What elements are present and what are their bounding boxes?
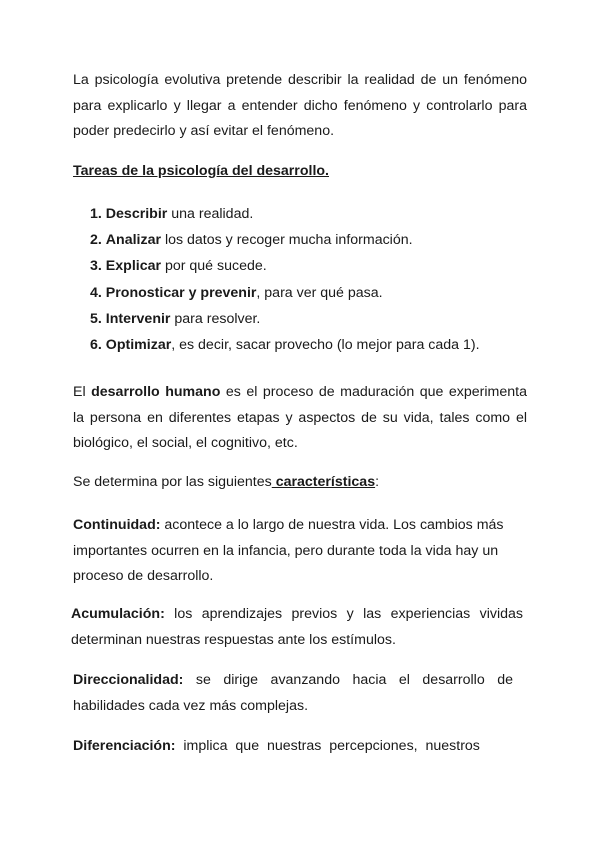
task-term: Explicar bbox=[105, 258, 162, 275]
characteristic-term: Acumulación: bbox=[71, 606, 165, 622]
text-span: : bbox=[375, 474, 380, 490]
tasks-list bbox=[90, 201, 530, 358]
task-term: Describir bbox=[105, 206, 168, 222]
characteristic-term: Direccionalidad: bbox=[73, 672, 184, 688]
characteristic-acumulacion bbox=[71, 602, 523, 653]
intro-paragraph: La psicología evolutiva pretende describir la realidad de un fenómeno para explicarlo y llegar a entender dicho fenómeno y controlarlo para poder predecirlo y así evitar el fenómeno. bbox=[73, 72, 527, 139]
characteristic-text: se dirige avanzando hacia el desarrollo de habilidades cada vez más complejas. bbox=[73, 672, 513, 714]
task-term: Pronosticar y prevenir bbox=[105, 284, 257, 301]
characteristic-text: acontece a lo largo de nuestra vida. Los cambios más importantes ocurren en la infancia, pero durante toda la vida hay un proceso de desarrollo. bbox=[73, 517, 504, 584]
characteristic-continuidad bbox=[73, 513, 527, 590]
task-text: los datos y recoger mucha información. bbox=[161, 232, 413, 249]
task-text: , es decir, sacar provecho (lo mejor para cada 1). bbox=[171, 336, 480, 353]
text-span: Se determina por las siguientes bbox=[73, 474, 272, 490]
list-item bbox=[90, 227, 530, 253]
characteristic-text: implica que nuestras percepciones, nuestros bbox=[175, 738, 480, 754]
list-number: 2. bbox=[90, 232, 102, 249]
characteristic-term: Continuidad: bbox=[73, 517, 161, 533]
list-number: 6. bbox=[90, 336, 102, 353]
characteristic-diferenciacion bbox=[73, 734, 527, 760]
task-text: por qué sucede. bbox=[161, 258, 267, 275]
characteristic-direccionalidad bbox=[73, 668, 513, 719]
list-item bbox=[90, 332, 530, 358]
characteristics-intro bbox=[73, 470, 527, 496]
task-term: Analizar bbox=[105, 232, 161, 249]
list-item bbox=[90, 253, 530, 279]
task-text: , para ver qué pasa. bbox=[256, 284, 383, 301]
text-span: El bbox=[73, 384, 92, 400]
characteristic-term: Diferenciación: bbox=[73, 738, 176, 754]
text-span: es el proceso de maduración que experimenta la persona en diferentes etapas y aspectos de su vida, tales como el biológico, el social, el cognitivo, etc. bbox=[73, 384, 527, 451]
tasks-heading: Tareas de la psicología del desarrollo. bbox=[73, 163, 329, 179]
underlined-term: características bbox=[271, 474, 376, 490]
human-development-paragraph bbox=[73, 380, 527, 457]
list-number: 1. bbox=[90, 206, 102, 222]
list-item bbox=[90, 306, 530, 332]
task-text: una realidad. bbox=[167, 206, 254, 222]
task-text: para resolver. bbox=[170, 310, 261, 327]
list-number: 5. bbox=[90, 310, 102, 327]
task-term: Optimizar bbox=[105, 336, 172, 353]
list-number: 4. bbox=[90, 284, 102, 301]
characteristic-text: los aprendizajes previos y las experiencias vividas determinan nuestras respuestas ante los estímulos. bbox=[71, 606, 523, 648]
task-term: Intervenir bbox=[105, 310, 171, 327]
list-item bbox=[90, 280, 530, 306]
list-item bbox=[90, 201, 530, 227]
bold-term: desarrollo humano bbox=[91, 384, 221, 400]
list-number: 3. bbox=[90, 258, 102, 275]
